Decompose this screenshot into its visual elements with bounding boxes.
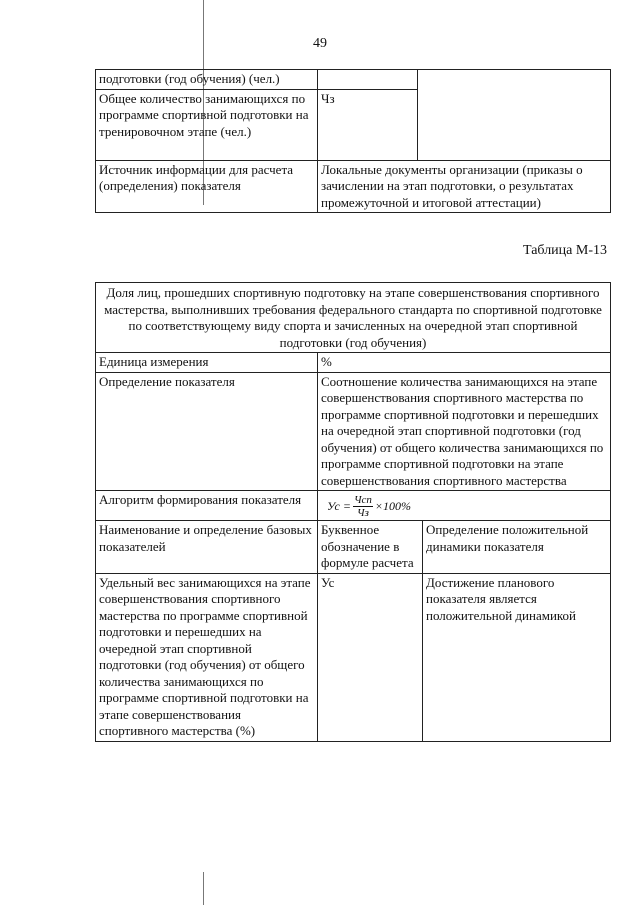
- row1-value: [318, 70, 418, 90]
- row1-label: подготовки (год обучения) (чел.): [96, 70, 318, 90]
- unit-value: %: [318, 353, 611, 373]
- header-col2: Буквенное обозначение в формуле расчета: [318, 521, 423, 574]
- table-row: [96, 573, 611, 741]
- formula-lhs: Ус =: [327, 499, 351, 514]
- scan-artifact-line-bottom: [203, 872, 204, 905]
- table-header-row: [96, 521, 611, 574]
- definition-label: Определение показателя: [96, 372, 318, 491]
- formula: [321, 492, 411, 519]
- table-row: [96, 70, 611, 90]
- table-row: [96, 372, 611, 491]
- definition-value: Соотношение количества занимающихся на этапе совершенствования спортивного мастерства по программе спортивной подготовки и перешедших на очередной этап спортивной подготовки (год обучения) от общего количества занимающихся по программе спортивной подготовки на этапе совершенствования спортивного мастерства: [318, 372, 611, 491]
- table-m13: [95, 282, 611, 742]
- row2-symbol: Чз: [318, 89, 418, 160]
- table-row: [96, 160, 611, 213]
- formula-cell: [318, 491, 611, 521]
- formula-fraction: [353, 494, 373, 519]
- unit-label: Единица измерения: [96, 353, 318, 373]
- page-number: 49: [313, 36, 327, 51]
- row-col1: Удельный вес занимающихся на этапе совершенствования спортивного мастерства по программе спортивной подготовки и перешедших на очередной этап спортивной подготовки (год обучения) от общего количества занимающихся по программе спортивной подготовки на этапе совершенствования спортивного мастерства (%): [96, 573, 318, 741]
- formula-rhs: ×100%: [374, 499, 411, 514]
- row2-label: Общее количество занимающихся по программе спортивной подготовки на тренировочном этапе (чел.): [96, 89, 318, 160]
- header-col3: Определение положительной динамики показателя: [423, 521, 611, 574]
- table-row: [96, 491, 611, 521]
- algorithm-label: Алгоритм формирования показателя: [96, 491, 318, 521]
- table-title-row: [96, 283, 611, 353]
- formula-numerator: Чсп: [353, 494, 372, 506]
- formula-denominator: Чз: [356, 507, 369, 519]
- table-caption: Таблица М-13: [523, 243, 607, 258]
- row3-value: Локальные документы организации (приказы о зачислении на этап подготовки, о результатах промежуточной и итоговой аттестации): [318, 160, 611, 213]
- header-col1: Наименование и определение базовых показателей: [96, 521, 318, 574]
- table-title: Доля лиц, прошедших спортивную подготовку на этапе совершенствования спортивного мастерства, выполнивших требования федерального стандарта по спортивной подготовке по соответствующему виду спорта и зачисленных на очередной этап спортивной подготовки (год обучения): [96, 283, 611, 353]
- row3-label: Источник информации для расчета (определения) показателя: [96, 160, 318, 213]
- table-row: [96, 353, 611, 373]
- table-source-info: [95, 69, 611, 213]
- row-col2: Ус: [318, 573, 423, 741]
- row-col3: Достижение планового показателя является положительной динамикой: [423, 573, 611, 741]
- row1-extra: [418, 70, 611, 161]
